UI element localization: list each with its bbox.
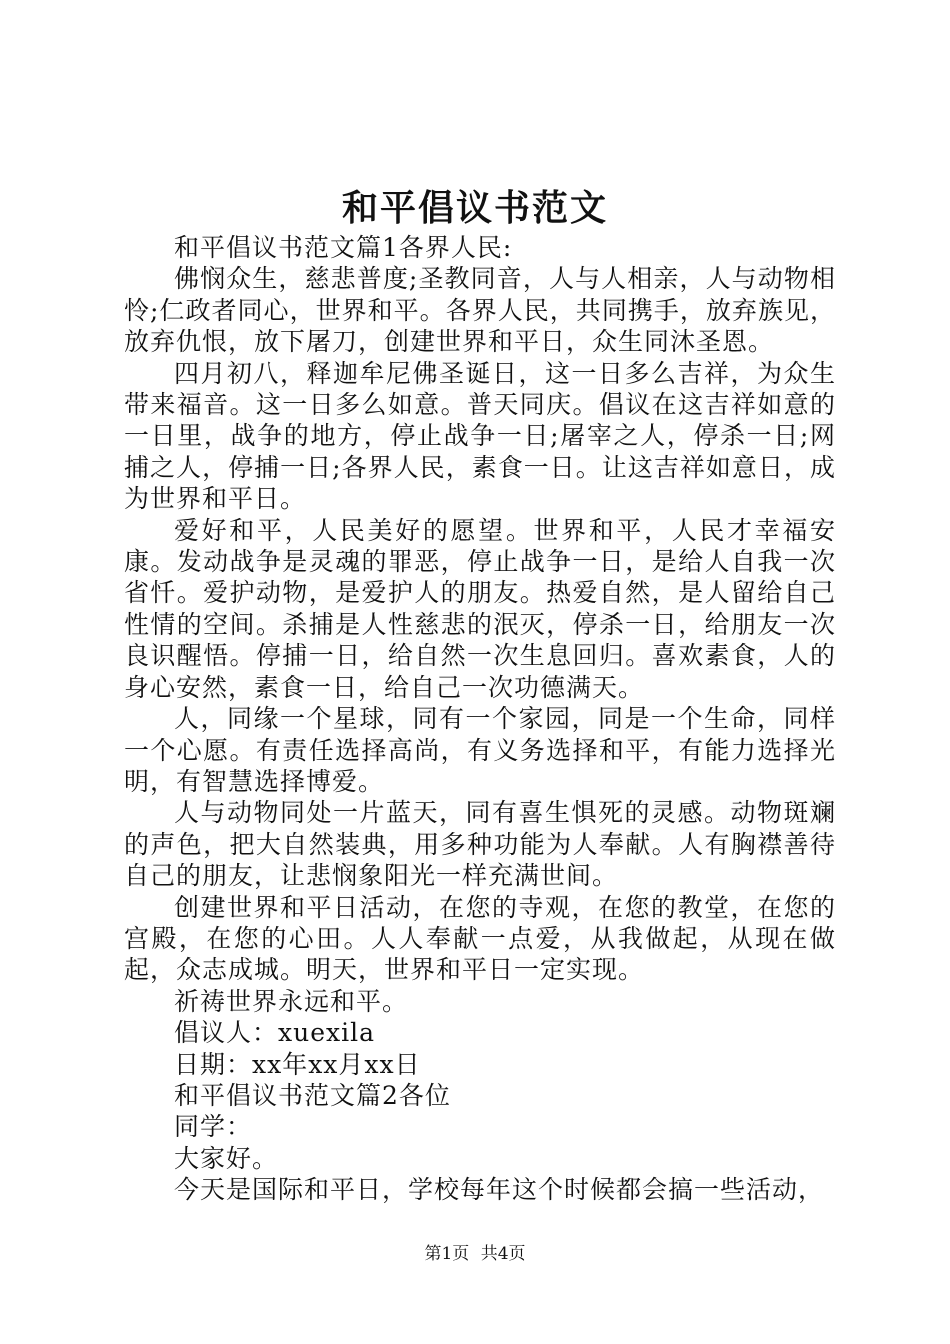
paragraph: 大家好。 — [174, 1143, 279, 1173]
paragraph: 四月初八，释迦牟尼佛圣诞日，这一日多么吉祥，为众生带来福音。这一日多么如意。普天同庆。倡议在这吉祥如意的一日里，战争的地方，停止战争一日;屠宰之人，停杀一日;网捕之人，停捕一日;各界人民，素食一日。让这吉祥如意日，成为世界和平日。 — [124, 358, 836, 514]
paragraph-prayer: 祈祷世界永远和平。 — [174, 986, 409, 1016]
document-body — [124, 232, 836, 1206]
paragraph-intro: 和平倡议书范文篇1各界人民: — [174, 233, 513, 262]
initiator-line: 倡议人：xuexila — [174, 1018, 375, 1048]
paragraph: 人，同缘一个星球，同有一个家园，同是一个生命，同样一个心愿。有责任选择高尚，有义务选择和平，有能力选择光明，有智慧选择博爱。 — [124, 704, 836, 796]
page-title: 和平倡议书范文 — [341, 187, 608, 229]
paragraph: 同学： — [174, 1112, 253, 1142]
date-line: 日期：xx年xx月xx日 — [174, 1049, 421, 1079]
page-number: 第1页 共4页 — [424, 1244, 526, 1264]
paragraph: 爱好和平，人民美好的愿望。世界和平，人民才幸福安康。发动战争是灵魂的罪恶，停止战争一日，是给人自我一次省忏。爱护动物，是爱护人的朋友。热爱自然，是人留给自己性情的空间。杀捕是人性慈悲的泯灭，停杀一日，给朋友一次良识醒悟。停捕一日，给自然一次生息回归。喜欢素食，人的身心安然，素食一日，给自己一次功德满天。 — [124, 515, 836, 702]
paragraph: 人与动物同处一片蓝天，同有喜生惧死的灵感。动物斑斓的声色，把大自然装典，用多种功能为人奉献。人有胸襟善待自己的朋友，让悲悯象阳光一样充满世间。 — [124, 798, 836, 891]
paragraph: 今天是国际和平日，学校每年这个时候都会搞一些活动， — [174, 1175, 825, 1205]
paragraph-section-2: 和平倡议书范文篇2各位 — [174, 1080, 451, 1110]
paragraph: 佛悯众生，慈悲普度;圣教同音，人与人相亲，人与动物相怜;仁政者同心，世界和平。各界人民，共同携手，放弃族见，放弃仇恨，放下屠刀，创建世界和平日，众生同沐圣恩。 — [124, 264, 836, 357]
paragraph: 创建世界和平日活动，在您的寺观，在您的教堂，在您的宫殿，在您的心田。人人奉献一点爱，从我做起，从现在做起，众志成城。明天，世界和平日一定实现。 — [124, 892, 836, 985]
